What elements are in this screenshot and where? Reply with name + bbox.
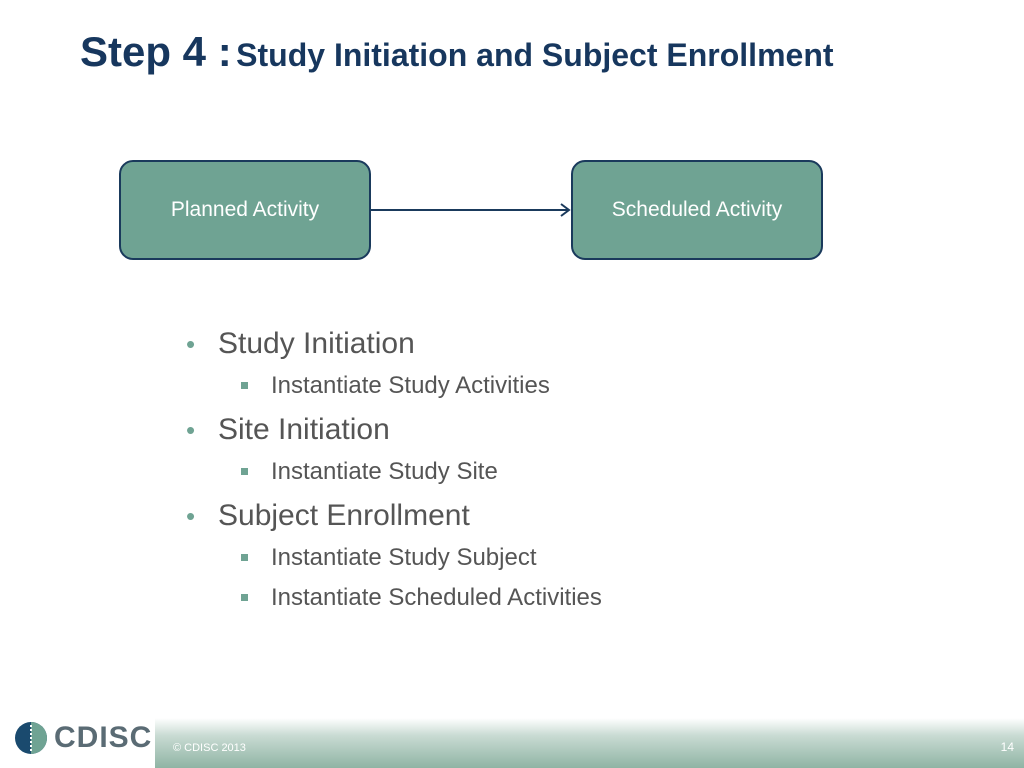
sub-bullet-label: Instantiate Study Subject: [271, 544, 537, 571]
planned-activity-label: Planned Activity: [170, 198, 320, 221]
flow-arrow: [0, 0, 1024, 300]
bullet-item: [186, 322, 602, 366]
cdisc-logo-icon: [14, 721, 48, 755]
square-bullet-icon: [241, 468, 248, 475]
cdisc-logo-text: CDISC: [54, 721, 153, 754]
page-number: 14: [1000, 740, 1014, 754]
title-lead: Step 4 :: [80, 28, 232, 75]
sub-bullet-item: [186, 452, 602, 492]
sub-bullet-item: [186, 538, 602, 578]
bullet-label: Site Initiation: [218, 413, 390, 446]
square-bullet-icon: [241, 382, 248, 389]
bullet-label: Study Initiation: [218, 327, 415, 360]
square-bullet-icon: [241, 594, 248, 601]
sub-bullet-item: [186, 578, 602, 618]
bullet-label: Subject Enrollment: [218, 499, 470, 532]
copyright-text: © CDISC 2013: [173, 742, 246, 754]
footer-bar: [155, 718, 1024, 768]
square-bullet-icon: [241, 554, 248, 561]
bullet-dot-icon: •: [186, 329, 196, 359]
bullet-dot-icon: •: [186, 501, 196, 531]
sub-bullet-item: [186, 366, 602, 406]
bullet-list: [186, 320, 602, 618]
scheduled-activity-box: [571, 160, 823, 260]
scheduled-activity-label: Scheduled Activity: [611, 198, 783, 221]
title-rest: Study Initiation and Subject Enrollment: [236, 37, 834, 73]
sub-bullet-label: Instantiate Study Site: [271, 458, 498, 485]
sub-bullet-label: Instantiate Scheduled Activities: [271, 584, 602, 611]
bullet-item: [186, 494, 602, 538]
bullet-dot-icon: •: [186, 415, 196, 445]
bullet-item: [186, 408, 602, 452]
cdisc-logo: [14, 718, 152, 758]
sub-bullet-label: Instantiate Study Activities: [271, 372, 550, 399]
